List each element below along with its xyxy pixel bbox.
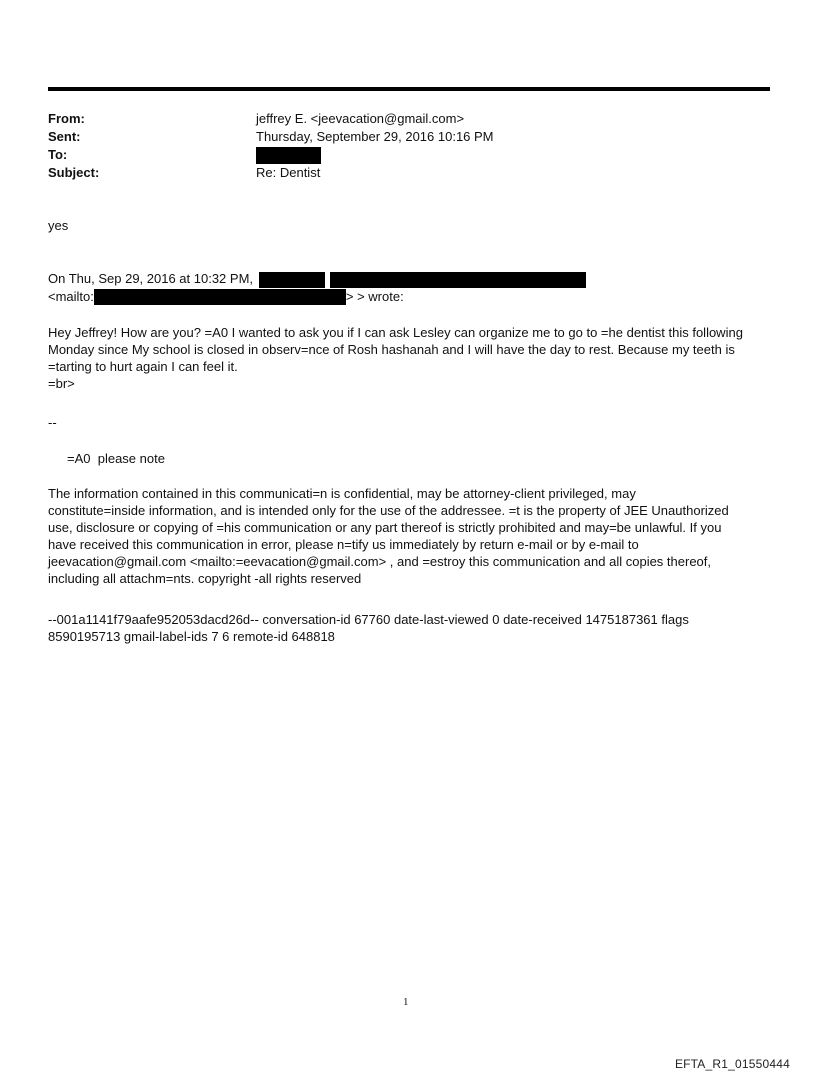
metadata-line: --001a1141f79aafe952053dacd26d-- conversation-id 67760 date-last-viewed 0 date-received 1475187361 flags — [48, 612, 689, 627]
mailto-line — [48, 288, 770, 306]
quote-header — [48, 270, 770, 305]
quote-intro: On Thu, Sep 29, 2016 at 10:32 PM, — [48, 271, 254, 286]
signature-separator: -- — [48, 415, 57, 430]
quote-intro-line — [48, 270, 770, 288]
disclaimer-line: including all attachm=nts. copyright -all rights reserved — [48, 571, 362, 586]
page-number: 1 — [403, 996, 409, 1008]
please-note: =A0 please note — [67, 451, 165, 466]
message-line: Monday since My school is closed in observ=nce of Rosh hashanah and I will have the day to rest. Because my teeth is — [48, 342, 735, 357]
disclaimer-line: jeevacation@gmail.com <mailto:=eevacation@gmail.com> , and =estroy this communication and all copies thereof, — [48, 554, 712, 569]
from-value: jeffrey E. <jeevacation@gmail.com> — [256, 111, 465, 126]
disclaimer-line: The information contained in this communicati=n is confidential, may be attorney-client privileged, may — [48, 486, 636, 501]
subject-label: Subject: — [48, 165, 100, 180]
subject-value: Re: Dentist — [256, 165, 321, 180]
message-line: =tarting to hurt again I can feel it. — [48, 359, 238, 374]
sent-value: Thursday, September 29, 2016 10:16 PM — [256, 129, 494, 144]
message-body — [48, 324, 770, 392]
redaction-box — [94, 289, 346, 305]
metadata-line: 8590195713 gmail-label-ids 7 6 remote-id 648818 — [48, 629, 335, 644]
bates-number: EFTA_R1_01550444 — [674, 1057, 790, 1071]
message-line: Hey Jeffrey! How are you? =A0 I wanted to ask you if I can ask Lesley can organize me to go to =he dentist this following — [48, 325, 743, 340]
reply-text: yes — [48, 218, 69, 233]
disclaimer-line: have received this communication in error, please n=tify us immediately by return e-mail or by e-mail to — [48, 537, 639, 552]
redaction-box — [256, 147, 321, 164]
disclaimer-line: constitute=inside information, and is intended only for the use of the addressee. =t is the property of JEE Unauthorized — [48, 503, 729, 518]
metadata-block — [48, 611, 770, 645]
redaction-box — [330, 272, 586, 288]
message-line: =br> — [48, 376, 75, 391]
to-label: To: — [48, 147, 68, 162]
from-label: From: — [48, 111, 85, 126]
disclaimer-line: use, disclosure or copying of =his communication or any part thereof is strictly prohibited and may=be unlawful. If you — [48, 520, 722, 535]
sent-label: Sent: — [48, 129, 81, 144]
redaction-box — [259, 272, 325, 288]
mailto-prefix: <mailto: — [48, 288, 94, 304]
to-value — [256, 146, 321, 164]
wrote-text: > > wrote: — [345, 288, 404, 304]
disclaimer — [48, 485, 770, 587]
header-rule — [48, 87, 770, 91]
